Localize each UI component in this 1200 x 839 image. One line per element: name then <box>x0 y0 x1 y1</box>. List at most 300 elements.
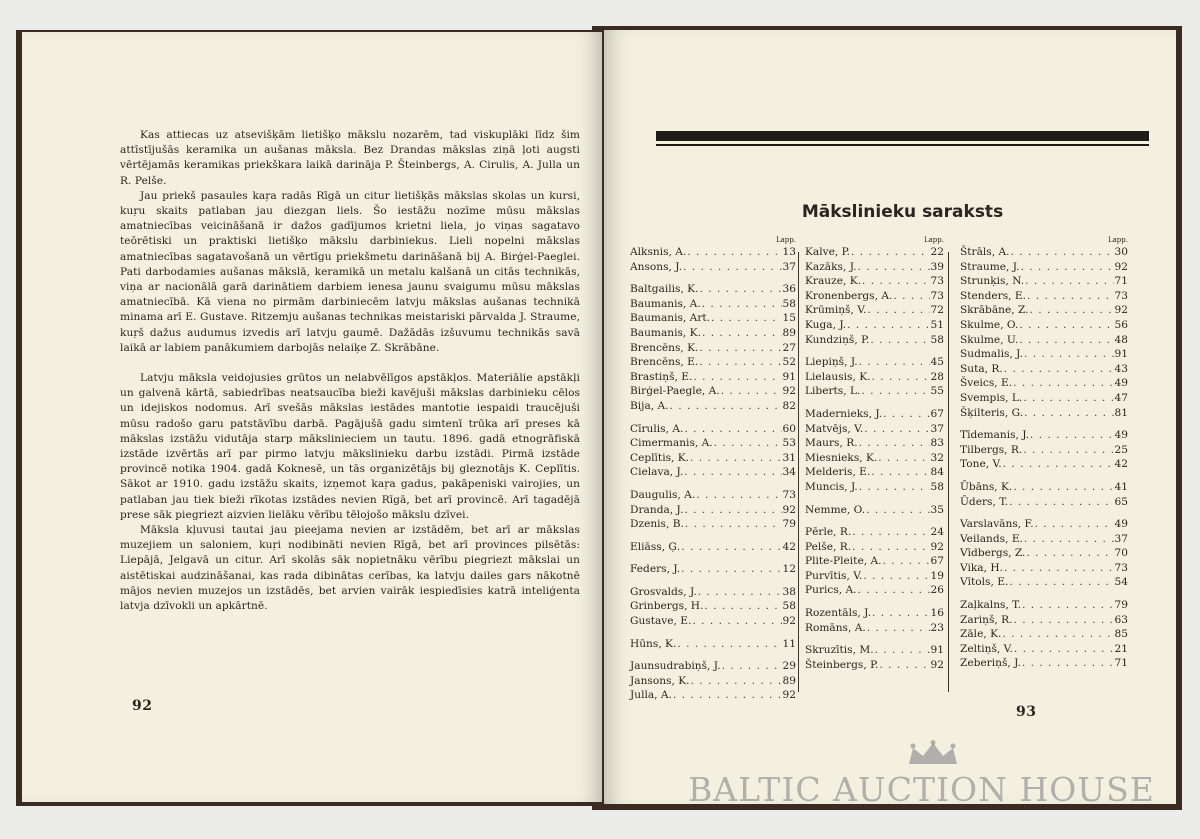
index-entry <box>960 406 1128 421</box>
index-entry <box>630 503 796 518</box>
artist-name: Purvītis, V. <box>805 569 863 582</box>
leader-dots <box>1030 303 1114 318</box>
letter-group-gap <box>805 495 944 503</box>
leader-dots <box>1024 347 1114 362</box>
artist-name: Grinbergs, H. <box>630 600 704 613</box>
index-entry <box>630 659 796 674</box>
leader-dots <box>670 399 782 414</box>
artist-name: Maurs, R. <box>805 437 858 450</box>
page-reference: 92 <box>782 689 796 702</box>
page-reference: 81 <box>1114 406 1128 419</box>
leader-dots <box>1035 517 1114 532</box>
artist-name: Liberts, L. <box>805 385 861 398</box>
leader-dots <box>684 465 781 480</box>
artist-name: Ūders, T. <box>960 495 1009 508</box>
leader-dots <box>858 260 930 275</box>
page-reference: 19 <box>930 569 944 582</box>
page-reference: 91 <box>782 370 796 383</box>
artist-name: Cīrulis, A. <box>630 422 684 435</box>
artist-name: Skulme, U. <box>960 333 1019 346</box>
page-reference: 42 <box>782 540 796 553</box>
index-entry <box>630 355 796 370</box>
artist-name: Baumanis, A. <box>630 297 701 310</box>
page-reference: 55 <box>930 385 944 398</box>
artist-name: Brencēns, E. <box>630 356 699 369</box>
leader-dots <box>1024 406 1113 421</box>
page-reference: 51 <box>930 318 944 331</box>
artist-name: Tilbergs, R. <box>960 443 1023 456</box>
index-entry <box>960 627 1128 642</box>
page-reference: 25 <box>1114 443 1128 456</box>
page-reference: 58 <box>930 333 944 346</box>
artist-name: Sudmalis, J. <box>960 348 1023 361</box>
index-entry <box>960 457 1128 472</box>
artist-name: Vika, H. <box>960 561 1003 574</box>
artist-name: Hūns, K. <box>630 637 677 650</box>
index-entry <box>630 245 796 260</box>
page-reference: 56 <box>1114 318 1128 331</box>
leader-dots <box>1022 598 1113 613</box>
leader-dots <box>1004 362 1114 377</box>
leader-dots <box>1030 428 1113 443</box>
index-entry <box>630 599 796 614</box>
leader-dots <box>1023 391 1113 406</box>
index-entry <box>805 260 944 275</box>
page-reference: 70 <box>1114 547 1128 560</box>
page-reference: 65 <box>1114 495 1128 508</box>
page-reference: 30 <box>1114 246 1128 258</box>
artist-name: Nemme, O. <box>805 503 866 516</box>
index-entry <box>960 598 1128 613</box>
leader-dots <box>872 370 930 385</box>
page-reference: 92 <box>930 658 944 671</box>
left-page <box>22 32 602 802</box>
paragraph: Kas attiecas uz atsevišķām lietišķo mākslu nozarēm, tad viskuplāki līdz šim attīstījušās keramika un aušanas māksla. Bez Drandas mākslas ziņā ļoti augsti vērtējamās keramikas priekškara laikā darināja P. Šteinbergs, A. Cirulis, A. Julla un R. Pelše. <box>120 129 580 187</box>
index-entry <box>805 436 944 451</box>
page-reference: 26 <box>930 584 944 597</box>
index-entry <box>960 517 1128 532</box>
page-reference: 73 <box>930 275 944 288</box>
leader-dots <box>1023 443 1113 458</box>
index-entry <box>960 613 1128 628</box>
artist-name: Purics, A. <box>805 584 857 597</box>
page-reference: 92 <box>1114 304 1128 317</box>
page-title: Mākslinieku saraksts <box>801 202 1004 222</box>
paragraph: Jau priekš pasaules kaŗa radās Rīgā un citur lietišķās mākslas skolas un kursi, kuŗu skaits patlaban jau diezgan liels. Šo iestāžu nozīme mūsu mākslas amatniecības veicināšanā ir dažos gadījumos krietni liela, jo viņas sagatavo teōrētiski un praktiski lietišķo mākslu darbiniekus. Lieli nopelni mākslas amatniecības sagatavošanā un vērtīgu priekšmetu darināšanā bij A. Birģel-Paeglei. Pati darbodamies aušanas mākslā, keramikā un metalu kalšanā un citās technikās, viņa ar nacionālā garā darinātiem darbiem ienesa jaunu svaigumu mūsu mākslas amatniecībā. Kā viena no pirmām darbiniecēm latvju mākslas aušanas technikā minama arī E. Gustave. Ritzemju aušanas technikas meistariski pārvalda J. Straume, kuŗš dažus audumus izvedis arī latvju gaumē. Dažādās izšuvumu technikās savā laikā ar labiem panākumiem darbojās nelaiķe Z. Skrābāne. <box>120 189 580 354</box>
page-reference: 34 <box>782 466 796 479</box>
artist-name: Jansons, K. <box>630 674 690 687</box>
letter-group-gap <box>630 554 796 562</box>
leader-dots <box>685 517 782 532</box>
lapp-label: Lapp. <box>923 236 944 244</box>
index-entry <box>805 422 944 437</box>
page-reference: 73 <box>1114 561 1128 574</box>
artist-name: Šteinbergs, P. <box>805 658 879 671</box>
artist-name: Birģel-Paegle, A. <box>630 385 720 398</box>
page-reference: 89 <box>782 326 796 339</box>
left-text-section-1 <box>120 128 580 356</box>
letter-group-gap <box>960 509 1128 517</box>
index-entry <box>630 637 796 652</box>
artist-name: Cimermanis, A. <box>630 437 713 450</box>
artist-name: Lielausis, K. <box>805 370 871 383</box>
artist-name: Zaļkalns, T. <box>960 599 1022 612</box>
page-reference: 53 <box>782 437 796 450</box>
index-entry <box>805 554 944 569</box>
letter-group-gap <box>630 480 796 488</box>
page-reference: 42 <box>1114 458 1128 471</box>
leader-dots <box>883 407 929 422</box>
artist-name: Baumanis, K. <box>630 326 701 339</box>
artist-name: Liepiņš, J. <box>805 356 858 369</box>
artist-name: Vīdbergs, Z. <box>960 547 1026 560</box>
artist-name: Štrāls, A. <box>960 246 1010 258</box>
lapp-label: Lapp. <box>1107 236 1128 244</box>
artist-name: Baltgailis, K. <box>630 283 699 296</box>
index-entry <box>960 443 1128 458</box>
artist-name: Grosvalds, J. <box>630 585 697 598</box>
artist-name: Kuga, J. <box>805 318 847 331</box>
page-reference: 52 <box>782 356 796 369</box>
page-reference: 92 <box>782 385 796 398</box>
index-entry <box>960 274 1128 289</box>
page-reference: 72 <box>930 304 944 317</box>
page-reference: 91 <box>930 644 944 657</box>
leader-dots <box>684 503 781 518</box>
watermark-text: BALTIC AUCTION HOUSE <box>688 770 1155 809</box>
index-entry <box>630 562 796 577</box>
artist-name: Dzenis, B. <box>630 518 684 531</box>
page-number-left: 92 <box>132 698 153 714</box>
artist-name: Brastiņš, E. <box>630 370 693 383</box>
page-reference: 11 <box>782 637 796 650</box>
leader-dots <box>684 422 781 437</box>
leader-dots <box>711 311 782 326</box>
right-page <box>604 30 1176 804</box>
artist-name: Varslavāns, F. <box>960 518 1034 531</box>
artist-name: Ceplītis, K. <box>630 451 690 464</box>
leader-dots <box>1022 656 1114 671</box>
index-entry <box>805 658 944 673</box>
artist-name: Ūbāns, K. <box>960 480 1013 493</box>
page-reference: 89 <box>782 674 796 687</box>
artist-name: Ansons, J. <box>630 260 683 273</box>
artist-name: Brencēns, K. <box>630 341 699 354</box>
leader-dots <box>851 245 930 260</box>
index-entry <box>805 245 944 260</box>
leader-dots <box>677 637 781 652</box>
index-entry <box>960 495 1128 510</box>
index-entry <box>805 355 944 370</box>
index-entry <box>630 436 796 451</box>
page-reference: 39 <box>930 260 944 273</box>
leader-dots <box>847 318 929 333</box>
index-entry <box>805 384 944 399</box>
leader-dots <box>1013 480 1113 495</box>
index-entry <box>630 370 796 385</box>
artist-name: Pērle, R. <box>805 526 852 539</box>
artist-name: Krauze, K. <box>805 275 861 288</box>
artist-name: Suta, R. <box>960 362 1003 375</box>
artist-name: Jaunsudrabiņš, J. <box>630 660 721 673</box>
letter-group-gap <box>805 347 944 355</box>
index-entry <box>630 488 796 503</box>
page-reference: 36 <box>782 283 796 296</box>
page-reference: 58 <box>930 480 944 493</box>
leader-dots <box>1014 642 1114 657</box>
page-reference: 71 <box>1114 275 1128 288</box>
paragraph: Māksla kļuvusi tautai jau pieejama nevien ar izstādēm, bet arī ar mākslas muzejiem un saloniem, kuŗi nodibināti nevien Rīgā, bet arī provinces pilsētās: Liepājā, Jelgavā un citur. Arī skolās sāk nopietnāku vērību piegriezt mākslai un aistētiskai audzināšanai, kas rada dibinātas cerības, ka latvju dailes gars nākotnē mājos nevien muzejos un izstādēs, bet arvien vairāk iespiedīsies katrā inteliģenta latvja dzīvokli un apkārtnē. <box>120 524 580 613</box>
index-entry <box>630 341 796 356</box>
letter-group-gap <box>630 577 796 585</box>
letter-group-gap <box>630 274 796 282</box>
index-entry <box>630 451 796 466</box>
leader-dots <box>714 436 782 451</box>
artist-name: Strunķis, N. <box>960 275 1025 288</box>
index-entry <box>960 333 1128 348</box>
column-divider <box>798 252 799 692</box>
index-entry <box>630 614 796 629</box>
leader-dots <box>1013 376 1113 391</box>
leader-dots <box>687 245 781 260</box>
leader-dots <box>681 540 781 555</box>
leader-dots <box>1021 260 1114 275</box>
leader-dots <box>852 540 929 555</box>
index-entry <box>805 303 944 318</box>
index-entry <box>630 297 796 312</box>
leader-dots <box>871 465 929 480</box>
page-reference: 91 <box>1114 348 1128 361</box>
index-entry <box>805 274 944 289</box>
index-entry <box>960 347 1128 362</box>
artist-name: Romāns, A. <box>805 621 866 634</box>
page-reference: 79 <box>782 518 796 531</box>
index-entry <box>805 643 944 658</box>
index-entry <box>630 311 796 326</box>
artist-name: Zariņš, R. <box>960 613 1013 626</box>
page-reference: 73 <box>782 488 796 501</box>
leader-dots <box>862 274 930 289</box>
leader-dots <box>859 355 930 370</box>
page-reference: 67 <box>930 407 944 420</box>
page-reference: 58 <box>782 600 796 613</box>
index-entry <box>630 688 796 703</box>
index-entry <box>805 451 944 466</box>
artist-name: Julla, A. <box>630 689 672 702</box>
page-reference: 31 <box>782 451 796 464</box>
leader-dots <box>693 370 781 385</box>
index-entry <box>805 480 944 495</box>
index-entry <box>630 282 796 297</box>
page-reference: 38 <box>782 585 796 598</box>
artist-name: Vītols, E. <box>960 576 1009 589</box>
index-column-1 <box>630 236 796 703</box>
page-reference: 92 <box>1114 260 1128 273</box>
leader-dots <box>1024 532 1114 547</box>
leader-dots <box>859 436 930 451</box>
page-reference: 79 <box>1114 599 1128 612</box>
artist-name: Pelše, R. <box>805 540 852 553</box>
index-entry <box>805 606 944 621</box>
index-entry <box>805 370 944 385</box>
column-divider <box>948 252 949 692</box>
leader-dots <box>1009 495 1113 510</box>
index-entry <box>630 540 796 555</box>
leader-dots <box>1027 289 1114 304</box>
leader-dots <box>872 606 930 621</box>
artist-name: Dranda, J. <box>630 503 684 516</box>
page-reference: 84 <box>930 466 944 479</box>
page-number-right: 93 <box>1016 704 1037 720</box>
page-reference: 43 <box>1114 362 1128 375</box>
leader-dots <box>863 569 929 584</box>
letter-group-gap <box>960 590 1128 598</box>
artist-name: Zāle, K. <box>960 628 1002 641</box>
page-reference: 15 <box>782 312 796 325</box>
page-reference: 22 <box>930 246 944 258</box>
index-entry <box>630 517 796 532</box>
artist-name: Zeberiņš, J. <box>960 657 1021 670</box>
leader-dots <box>698 585 782 600</box>
leader-dots <box>699 341 781 356</box>
artist-name: Stenders, E. <box>960 289 1026 302</box>
index-entry <box>805 318 944 333</box>
leader-dots <box>690 674 781 689</box>
letter-group-gap <box>630 629 796 637</box>
letter-group-gap <box>805 598 944 606</box>
leader-dots <box>673 688 782 703</box>
leader-dots <box>721 384 782 399</box>
lapp-label: Lapp. <box>775 236 796 244</box>
index-entry <box>805 540 944 555</box>
artist-name: Matvējs, V. <box>805 422 864 435</box>
leader-dots <box>879 658 929 673</box>
index-entry <box>960 642 1128 657</box>
header-rule-thin <box>656 144 1149 146</box>
letter-group-gap <box>960 420 1128 428</box>
artist-name: Gustave, E. <box>630 615 692 628</box>
artist-name: Svempis, L. <box>960 391 1023 404</box>
page-reference: 28 <box>930 370 944 383</box>
artist-name: Eliāss, Ģ. <box>630 540 681 553</box>
crown-icon <box>905 740 961 768</box>
letter-group-gap <box>805 635 944 643</box>
leader-dots <box>875 643 930 658</box>
index-entry <box>630 465 796 480</box>
page-reference: 12 <box>782 563 796 576</box>
leader-dots <box>870 333 929 348</box>
artist-name: Daugulis, A. <box>630 488 696 501</box>
leader-dots <box>704 599 781 614</box>
artist-name: Skrābāne, Z. <box>960 304 1029 317</box>
artist-name: Šveics, E. <box>960 377 1013 390</box>
artist-name: Cielava, J. <box>630 466 684 479</box>
leader-dots <box>1009 575 1113 590</box>
leader-dots <box>702 297 782 312</box>
letter-group-gap <box>630 414 796 422</box>
paragraph: Latvju māksla veidojusies grūtos un nelabvēlīgos apstākļos. Materiālie apstākļi un galvenā kārtā, sabiedrības neatsaucība bieži kavējuši mākslas darbinieku cēlos un idejiskos nodomus. Arī svešās mākslas iestādes mantotie iespaidi traucējuši mūsu radošo garu patstāvību darbā. Pagājušā gadu simtenī trūka arī preses kā mākslas izstāžu vidutāja starp mākslinieciem un tautu. 1896. gadā etnogrāfiskā izstāde izvērtās arī par pirmo latvju mākslinieku darbu izstādi. Pirmā izstāde provincē notika 1904. gadā Koknesē, un tās organizētājs bij gleznotājs K. Ceplītis. Sākot ar 1910. gadu izstāžu skaits, izņemot kaŗa gadus, pakāpeniski vairojies, un patlaban jau tiek bieži rīkotas izstādes nevien Rīgā, bet arī provincē. Arī tagadējā prese sāk piegriezt aizvien lielāku vērību tēlojošo mākslu dzīvei. <box>120 372 580 521</box>
letter-group-gap <box>630 532 796 540</box>
index-entry <box>960 318 1128 333</box>
index-entry <box>805 333 944 348</box>
index-entry <box>805 621 944 636</box>
artist-name: Kazāks, J. <box>805 260 857 273</box>
artist-name: Feders, J. <box>630 563 681 576</box>
index-entry <box>805 503 944 518</box>
leader-dots <box>852 525 929 540</box>
letter-group-gap <box>630 651 796 659</box>
page-reference: 92 <box>782 615 796 628</box>
page-reference: 49 <box>1114 377 1128 390</box>
index-entry <box>960 289 1128 304</box>
index-entry <box>960 656 1128 671</box>
letter-group-gap <box>805 517 944 525</box>
leader-dots <box>878 451 929 466</box>
page-reference: 73 <box>1114 289 1128 302</box>
page-reference: 32 <box>930 451 944 464</box>
page-reference: 24 <box>930 526 944 539</box>
leader-dots <box>1026 546 1113 561</box>
page-reference: 37 <box>782 260 796 273</box>
artist-name: Alksnis, A. <box>630 246 687 258</box>
leader-dots <box>858 583 930 598</box>
leader-dots <box>861 384 929 399</box>
index-entry <box>805 465 944 480</box>
leader-dots <box>867 303 929 318</box>
index-entry <box>960 260 1128 275</box>
index-entry <box>960 575 1128 590</box>
leader-dots <box>683 260 781 275</box>
leader-dots <box>702 326 782 341</box>
artist-name: Tone, V. <box>960 458 1002 471</box>
artist-name: Muncis, J. <box>805 480 858 493</box>
leader-dots <box>1019 333 1113 348</box>
page-reference: 41 <box>1114 480 1128 493</box>
page-reference: 23 <box>930 621 944 634</box>
page-reference: 85 <box>1114 628 1128 641</box>
index-entry <box>630 399 796 414</box>
index-entry <box>960 391 1128 406</box>
leader-dots <box>699 282 781 297</box>
page-reference: 71 <box>1114 657 1128 670</box>
index-entry <box>805 525 944 540</box>
page-reference: 82 <box>782 399 796 412</box>
leader-dots <box>692 614 781 629</box>
leader-dots <box>722 659 782 674</box>
index-entry <box>630 326 796 341</box>
leader-dots <box>1013 613 1113 628</box>
letter-group-gap <box>805 399 944 407</box>
index-entry <box>960 480 1128 495</box>
page-reference: 13 <box>782 246 796 258</box>
artist-name: Šķilteris, G. <box>960 406 1024 419</box>
index-entry <box>960 428 1128 443</box>
leader-dots <box>1002 627 1113 642</box>
index-entry <box>805 289 944 304</box>
page-reference: 48 <box>1114 333 1128 346</box>
artist-name: Skruzītis, M. <box>805 644 874 657</box>
page-reference: 35 <box>930 503 944 516</box>
leader-dots <box>1004 561 1114 576</box>
leader-dots <box>859 480 930 495</box>
index-column-2 <box>805 236 944 672</box>
page-reference: 67 <box>930 555 944 568</box>
leader-dots <box>893 289 929 304</box>
leader-dots <box>882 554 929 569</box>
leader-dots <box>867 621 930 636</box>
leader-dots <box>681 562 781 577</box>
page-reference: 37 <box>1114 532 1128 545</box>
